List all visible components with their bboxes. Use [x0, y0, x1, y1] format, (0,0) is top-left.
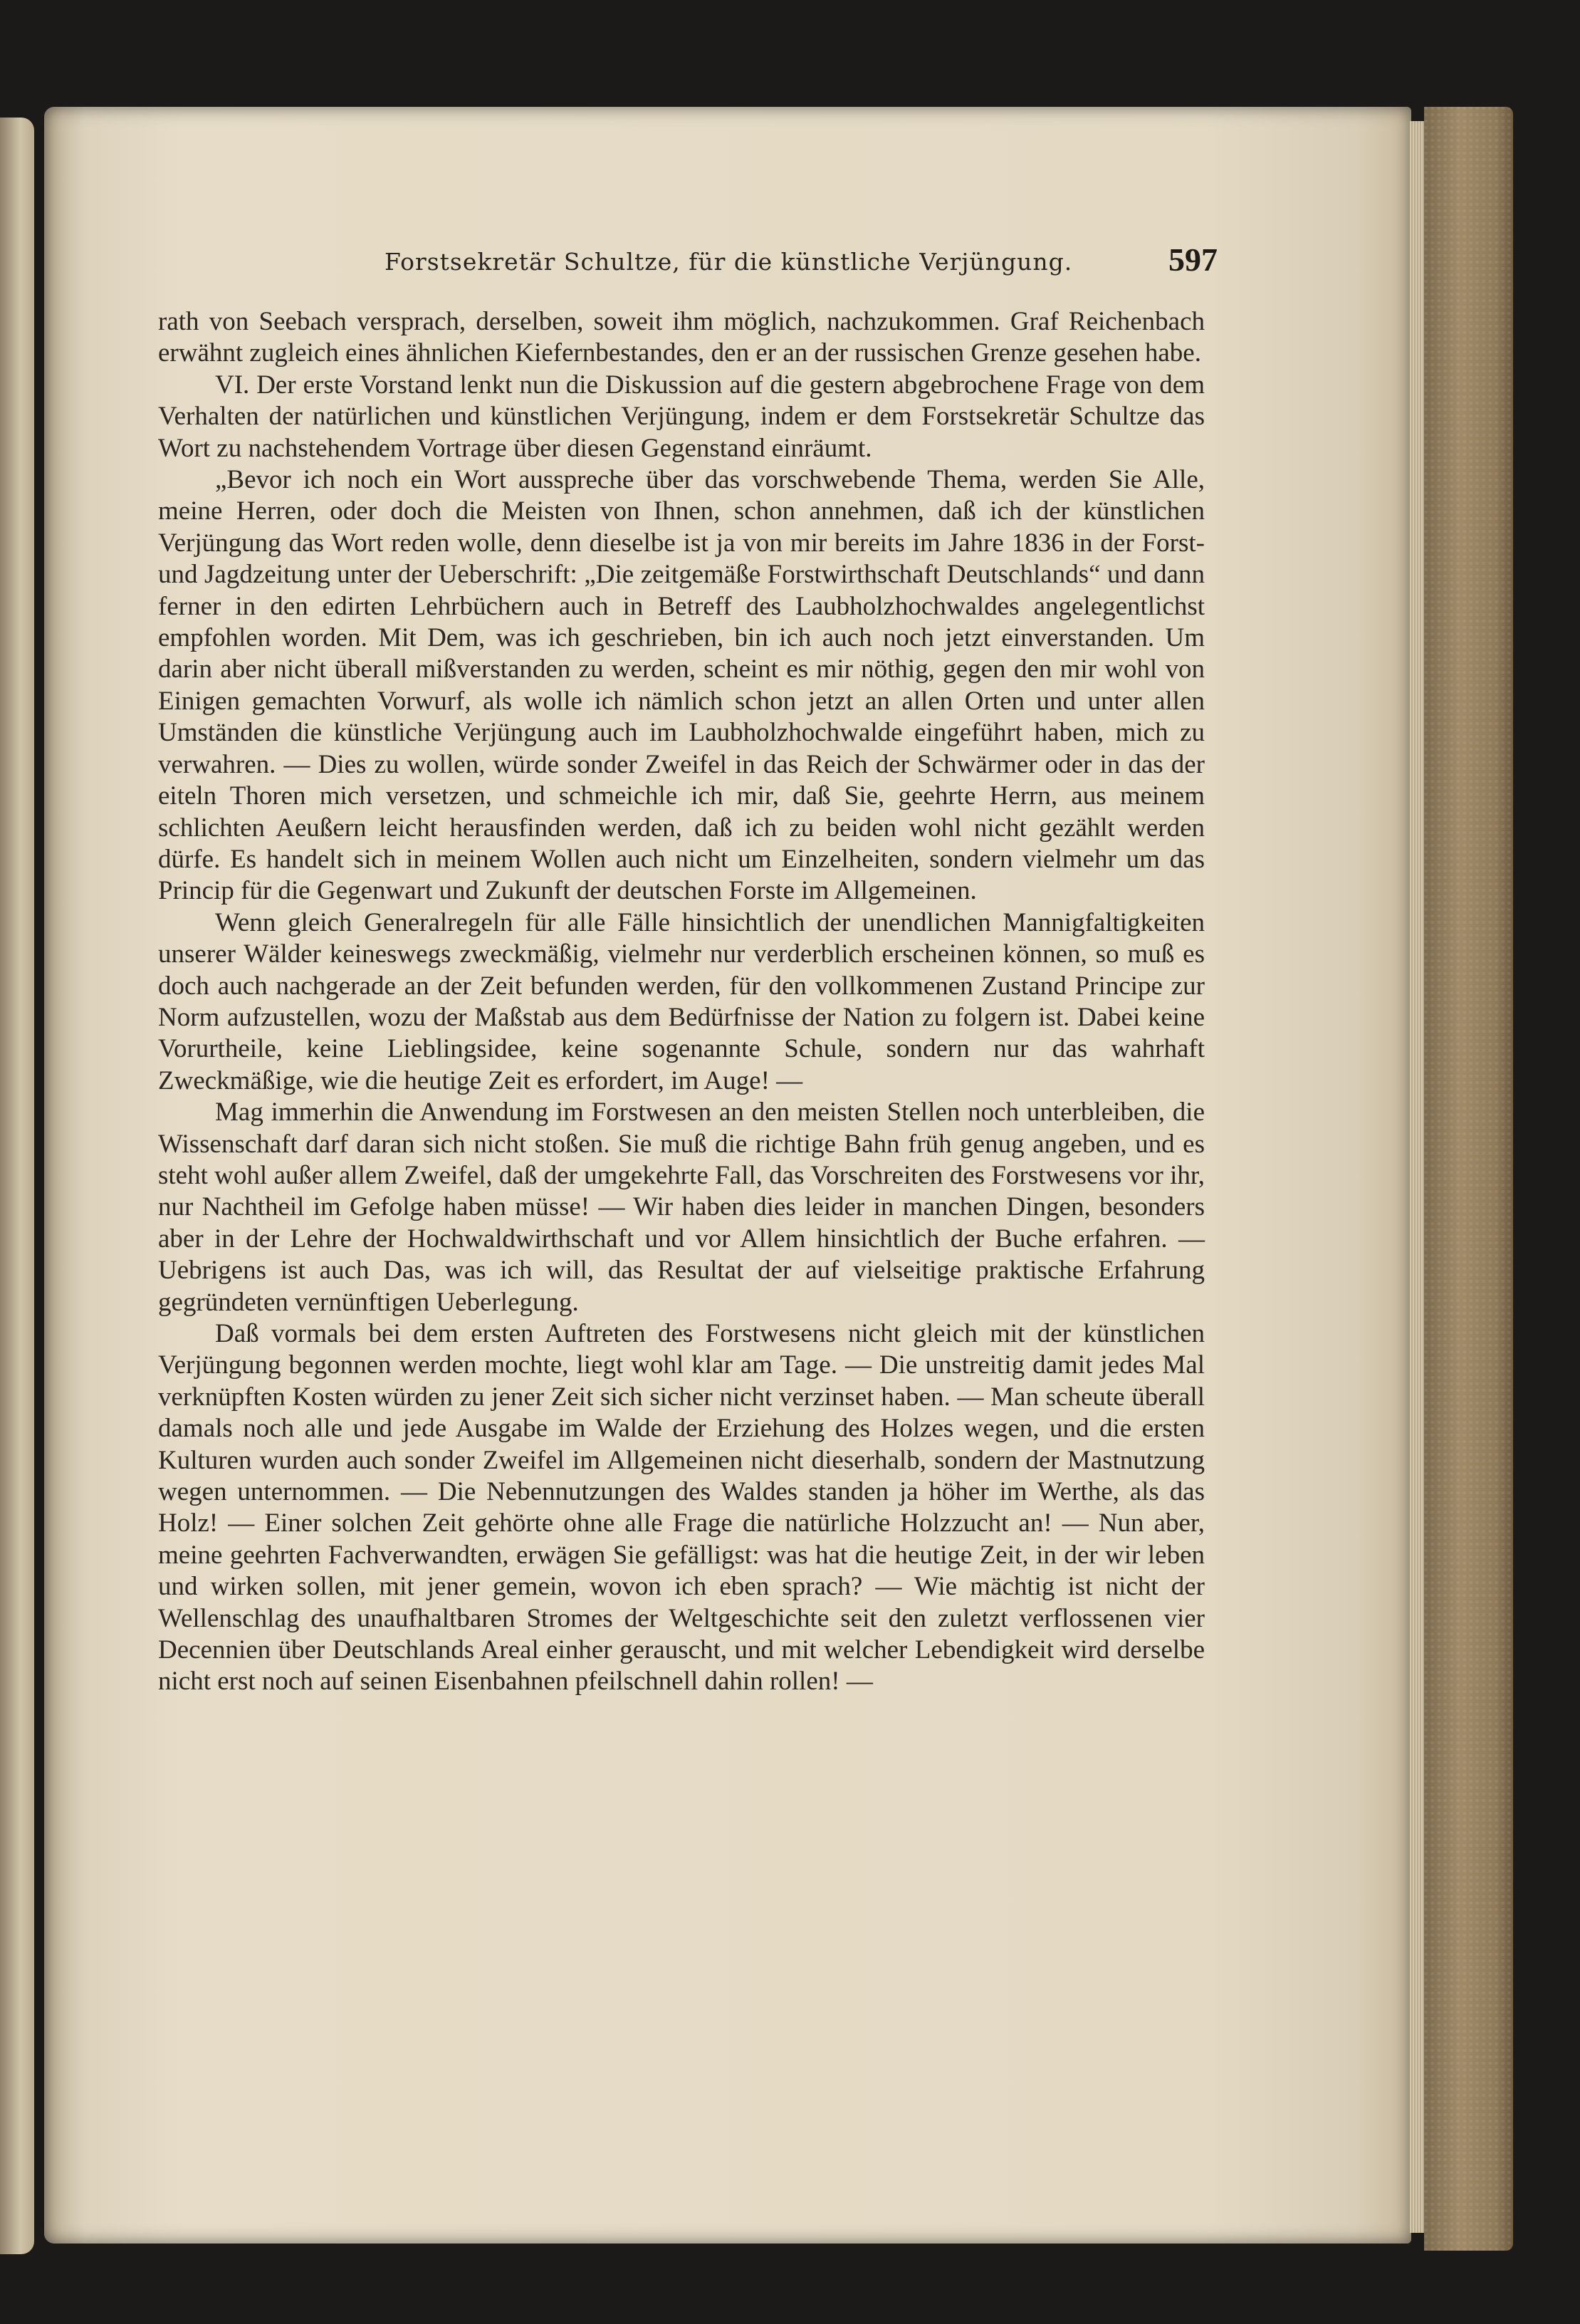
paragraph-1: rath von Seebach versprach, derselben, soweit ihm möglich, nachzukommen. Graf Reichenbach erwähnt zugleich eines ähnlichen Kiefernbestandes, den er an der russischen Grenze gesehen habe. [158, 307, 1205, 368]
left-page-edge [0, 118, 34, 2254]
paragraph-4: Wenn gleich Generalregeln für alle Fälle hinsichtlich der unendlichen Mannigfaltigkeiten unserer Wälder keineswegs zweckmäßig, vielmehr nur verderblich erscheinen können, so muß es doch auch nachgerade an der Zeit befunden werden, für den vollkommenen Zustand Principe zur Norm aufzustellen, wozu der Maßstab aus dem Bedürfnisse der Nation zu folgern ist. Dabei keine Vorurtheile, keine Lieblingsidee, keine sogenannte Schule, sondern nur das wahrhaft Zweckmäßige, wie die heutige Zeit es erfordert, im Auge! — [158, 907, 1205, 1095]
running-title: Forstsekretär Schultze, für die künstliche Verjüngung. [384, 248, 1073, 276]
paragraph-5: Mag immerhin die Anwendung im Forstwesen an den meisten Stellen noch unterbleiben, die Wissenschaft darf daran sich nicht stoßen. Sie muß die richtige Bahn früh genug angeben, und es steht wohl außer allem Zweifel, daß der umgekehrte Fall, das Vorschreiten des Forstwesens vor ihr, nur Nachtheil im Gefolge haben müsse! — Wir haben dies leider in manchen Dingen, besonders aber in der Lehre der Hochwaldwirthschaft und vor Allem hinsichtlich der Buche erfahren. — Uebrigens ist auch Das, was ich will, das Resultat der auf vielseitige praktische Erfahrung gegründeten vernünftigen Ueberlegung. [158, 1098, 1205, 1317]
page-number: 597 [1168, 241, 1218, 278]
paragraph-2: VI. Der erste Vorstand lenkt nun die Diskussion auf die gestern abgebrochene Frage von dem Verhalten der natürlichen und künstlichen Verjüngung, indem er dem Forstsekretär Schultze das Wort zu nachstehendem Vortrage über diesen Gegenstand einräumt. [158, 370, 1205, 463]
body-text [158, 306, 1205, 2001]
paragraph-6: Daß vormals bei dem ersten Auftreten des Forstwesens nicht gleich mit der künstlichen Verjüngung begonnen werden mochte, liegt wohl klar am Tage. — Die unstreitig damit jedes Mal verknüpften Kosten würden zu jener Zeit sich sicher nicht verzinset haben. — Man scheute überall damals noch alle und jede Ausgabe im Walde der Erziehung des Holzes wegen, und die ersten Kulturen wurden auch sonder Zweifel im Allgemeinen nicht dieserhalb, sondern der Mastnutzung wegen unternommen. — Die Nebennutzungen des Waldes standen ja höher im Werthe, als das Holz! — Einer solchen Zeit gehörte ohne alle Frage die natürliche Holzzucht an! — Nun aber, meine geehrten Fachverwandten, erwägen Sie gefälligst: was hat die heutige Zeit, in der wir leben und wirken sollen, mit jener gemein, wovon ich eben sprach? — Wie mächtig ist nicht der Wellenschlag des unaufhaltbaren Stromes der Weltgeschichte seit den zuletzt verflossenen vier Decennien über Deutschlands Areal einher gerauscht, und mit welcher Lebendigkeit wird derselbe nicht erst noch auf seinen Eisenbahnen pfeilschnell dahin rollen! — [158, 1319, 1205, 1697]
paragraph-3: „Bevor ich noch ein Wort ausspreche über das vorschwebende Thema, werden Sie Alle, meine Herren, oder doch die Meisten von Ihnen, schon annehmen, daß ich der künstlichen Verjüngung das Wort reden wolle, denn dieselbe ist ja von mir bereits im Jahre 1836 in der Forst- und Jagdzeitung unter der Ueberschrift: „Die zeitgemäße Forstwirthschaft Deutschlands“ und dann ferner in den edirten Lehrbüchern auch in Betreff des Laubholzhochwaldes angelegentlichst empfohlen worden. Mit Dem, was ich geschrieben, bin ich auch noch jetzt einverstanden. Um darin aber nicht überall mißverstanden zu werden, scheint es mir nöthig, gegen den mir wohl von Einigen gemachten Vorwurf, als wolle ich nämlich schon jetzt an allen Orten und unter allen Umständen die künstliche Verjüngung auch im Laubholzhochwalde eingeführt haben, mich zu verwahren. — Dies zu wollen, würde sonder Zweifel in das Reich der Schwärmer oder in das der eiteln Thoren mich versetzen, und schmeichle ich mir, daß Sie, geehrte Herrn, aus meinem schlichten Aeußern leicht herausfinden werden, daß ich zu beiden wohl nicht gezählt werden dürfe. Es handelt sich in meinem Wollen auch nicht um Einzelheiten, sondern vielmehr um das Princip für die Gegenwart und Zukunft der deutschen Forste im Allgemeinen. [158, 465, 1205, 906]
book-cover [1424, 107, 1513, 2251]
page-header [157, 241, 1218, 288]
page-block-edge [1410, 121, 1425, 2233]
